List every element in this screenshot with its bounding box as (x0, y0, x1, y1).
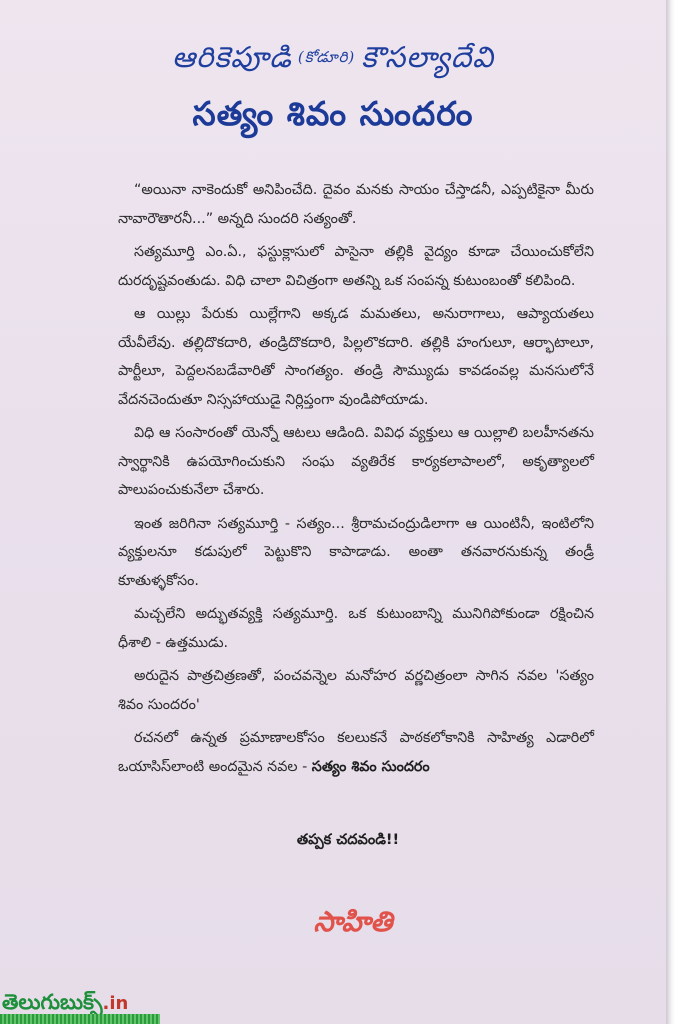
grass-decoration (0, 1014, 160, 1024)
blurb-text (118, 176, 594, 786)
blurb-paragraph: సత్యమూర్తి ఎం.ఏ., ఫస్టుక్లాసులో పాసైనా తల్లికి వైద్యం కూడా చేయించుకోలేని దురదృష్టవంతుడు. విధి చాలా విచిత్రంగా అతన్ని ఒక సంపన్న కుటుంబంతో కలిపింది. (118, 244, 594, 289)
watermark-name: తెలుగుబుక్స్ (2, 990, 103, 1014)
final-paragraph-text: రచనలో ఉన్నత ప్రమాణాలకోసం కలలుకనే పాఠకలోకానికి సాహిత్య ఎడారిలో ఒయాసిస్‌లాంటి అందమైన నవల - (118, 730, 594, 775)
blurb-paragraph: మచ్చలేని అద్భుతవ్యక్తి సత్యమూర్తి. ఒక కుటుంబాన్ని మునిగిపోకుండా రక్షించిన ధీశాలి - ఉత్తముడు. (118, 606, 594, 651)
blurb-paragraph: విధి ఆ సంసారంతో యెన్నో ఆటలు ఆడింది. వివిధ వ్యక్తులు ఆ యిల్లాలి బలహీనతను స్వార్థానికి ఉపయోగించుకుని సంఘ వ్యతిరేక కార్యకలాపాలలో, అకృత్యాలలో పాలుపంచుకునేలా చేశారు. (118, 425, 594, 498)
book-title: సత్యం శివం సుందరం (192, 94, 474, 133)
author-name (0, 40, 666, 82)
page-edge (666, 0, 675, 1024)
blurb-paragraph-final (118, 724, 594, 781)
author-last-name: కౌసల్యాదేవి (361, 40, 494, 74)
final-paragraph-title: సత్యం శివం సుందరం (311, 758, 430, 775)
blurb-paragraph: ఆ యిల్లు పేరుకు యిల్లేగాని అక్కడ మమతలు, అనురాగాలు, ఆప్యాయతలు యేవీలేవు. తల్లిదొకదారి, తండ్రిదొకదారి, పిల్లలొకదారి. తల్లికి హంగులూ, ఆర్భాటాలూ, పార్టీలూ, పెద్దలనబడేవారితో సాంగత్యం. తండ్రి సౌమ్యుడు కావడంవల్ల మనసులోనే వేదనచెందుతూ నిస్సహాయుడై నిర్లిప్తంగా వుండిపోయాడు. (118, 306, 594, 408)
author-first-name: ఆరికెపూడి (171, 40, 292, 74)
blurb-paragraph: అరుదైన పాత్రచిత్రణతో, పంచవన్నెల మనోహర వర్ణచిత్రంలా సాగిన నవల 'సత్యం శివం సుందరం' (118, 668, 594, 713)
blurb-paragraph: ఇంత జరిగినా సత్యమూర్తి - సత్యం... శ్రీరామచంద్రుడిలాగా ఆ యింటినీ, ఇంటిలోని వ్యక్తులనూ కడుపులో పెట్టుకొని కాపాడాడు. అంతా తనవారనుకున్న తండ్రీ కూతుళ్ళకోసం. (118, 515, 594, 589)
publisher-logo: సాహితి (313, 905, 393, 938)
blurb-paragraph: “అయినా నాకెందుకో అనిపించేది. దైవం మనకు సాయం చేస్తాడనీ, ఎప్పటికైనా మీరు నావారౌతారనీ...” అన్నది సుందరి సత్యంతో. (118, 182, 594, 227)
closing-line: తప్పక చదవండి!! (296, 832, 400, 848)
author-maiden-name: (కోడూరి) (297, 48, 356, 66)
watermark-domain: .in (102, 993, 129, 1014)
